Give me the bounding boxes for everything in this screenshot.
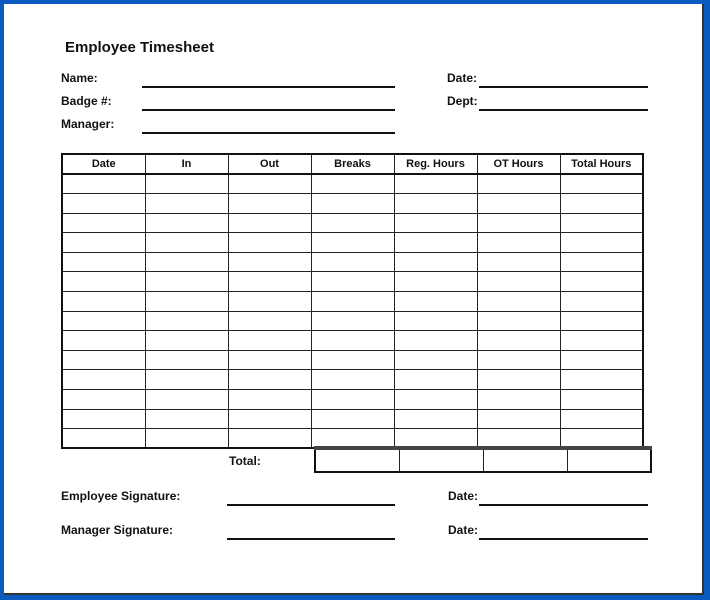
table-row [62,194,643,214]
table-cell[interactable] [311,213,394,233]
name-label: Name: [61,71,98,85]
timesheet-page [4,4,704,595]
table-cell[interactable] [394,272,477,292]
column-header: Out [228,154,311,174]
table-cell[interactable] [145,213,228,233]
table-cell[interactable] [311,292,394,312]
table-cell[interactable] [560,174,643,194]
manager-signature-label: Manager Signature: [61,523,174,537]
table-cell[interactable] [145,409,228,429]
table-cell[interactable] [394,350,477,370]
table-cell[interactable] [228,331,311,351]
total-grand[interactable] [567,448,651,472]
table-cell[interactable] [62,350,145,370]
table-cell[interactable] [394,331,477,351]
table-cell[interactable] [145,272,228,292]
table-cell[interactable] [394,409,477,429]
employee-date-label: Date: [448,489,479,503]
dept-field[interactable] [479,109,648,111]
table-cell[interactable] [311,174,394,194]
table-cell[interactable] [394,194,477,214]
table-cell[interactable] [477,350,560,370]
table-cell[interactable] [560,252,643,272]
page-title: Employee Timesheet [65,39,214,56]
table-cell[interactable] [145,331,228,351]
employee-date-field[interactable] [479,504,648,506]
table-cell[interactable] [560,350,643,370]
badge-label: Badge #: [61,94,112,108]
table-cell[interactable] [560,233,643,253]
total-hours[interactable] [483,448,567,472]
table-cell[interactable] [62,311,145,331]
table-cell[interactable] [145,429,228,449]
table-row [62,174,643,194]
dept-label: Dept: [447,94,478,108]
table-cell[interactable] [311,350,394,370]
table-cell[interactable] [62,370,145,390]
table-row [62,292,643,312]
employee-signature-field[interactable] [227,504,395,506]
table-cell[interactable] [228,194,311,214]
table-cell[interactable] [228,370,311,390]
table-row [62,409,643,429]
table-cell[interactable] [477,331,560,351]
table-cell[interactable] [145,252,228,272]
table-cell[interactable] [394,390,477,410]
table-cell[interactable] [145,370,228,390]
table-cell[interactable] [62,233,145,253]
table-cell[interactable] [394,370,477,390]
table-row [62,252,643,272]
table-cell[interactable] [228,350,311,370]
table-cell[interactable] [311,272,394,292]
table-cell[interactable] [62,213,145,233]
table-row [62,233,643,253]
table-cell[interactable] [228,429,311,449]
manager-label: Manager: [61,117,115,131]
manager-date-label: Date: [448,523,479,537]
table-cell[interactable] [477,390,560,410]
table-cell[interactable] [311,252,394,272]
table-row [62,350,643,370]
table-cell[interactable] [62,409,145,429]
column-header: OT Hours [477,154,560,174]
table-cell[interactable] [311,390,394,410]
table-cell[interactable] [311,233,394,253]
table-cell[interactable] [394,292,477,312]
table-cell[interactable] [560,409,643,429]
table-cell[interactable] [394,252,477,272]
table-cell[interactable] [62,331,145,351]
table-cell[interactable] [477,311,560,331]
table-cell[interactable] [477,213,560,233]
table-cell[interactable] [394,233,477,253]
table-cell[interactable] [394,311,477,331]
table-row [62,272,643,292]
table-cell[interactable] [228,311,311,331]
table-cell[interactable] [228,233,311,253]
table-cell[interactable] [228,390,311,410]
column-header: Total Hours [560,154,643,174]
table-cell[interactable] [311,331,394,351]
table-cell[interactable] [477,409,560,429]
table-cell[interactable] [560,390,643,410]
timesheet-table [61,153,644,449]
table-cell[interactable] [145,194,228,214]
total-label: Total: [229,454,261,468]
table-cell[interactable] [311,194,394,214]
badge-field[interactable] [142,109,395,111]
table-cell[interactable] [560,272,643,292]
date-label: Date: [447,71,478,85]
table-cell[interactable] [62,252,145,272]
table-cell[interactable] [145,390,228,410]
table-cell[interactable] [228,174,311,194]
table-cell[interactable] [62,272,145,292]
manager-field[interactable] [142,132,395,134]
table-cell[interactable] [560,213,643,233]
table-cell[interactable] [477,252,560,272]
total-ot-hours[interactable] [399,448,483,472]
table-cell[interactable] [311,311,394,331]
table-cell[interactable] [228,272,311,292]
table-cell[interactable] [228,409,311,429]
totals-row [314,446,652,473]
column-header: In [145,154,228,174]
table-cell[interactable] [560,311,643,331]
date-field[interactable] [479,86,648,88]
column-header: Breaks [311,154,394,174]
manager-date-field[interactable] [479,538,648,540]
table-cell[interactable] [477,174,560,194]
total-reg-hours[interactable] [315,448,399,472]
table-cell[interactable] [145,233,228,253]
table-cell[interactable] [62,429,145,449]
table-cell[interactable] [145,292,228,312]
table-cell[interactable] [62,292,145,312]
table-cell[interactable] [145,174,228,194]
manager-signature-field[interactable] [227,538,395,540]
table-cell[interactable] [62,390,145,410]
table-cell[interactable] [477,233,560,253]
table-row [62,331,643,351]
column-header: Reg. Hours [394,154,477,174]
table-cell[interactable] [228,213,311,233]
table-cell[interactable] [394,174,477,194]
table-cell[interactable] [311,409,394,429]
table-row [62,213,643,233]
table-cell[interactable] [311,370,394,390]
column-header: Date [62,154,145,174]
table-cell[interactable] [145,350,228,370]
table-row [62,311,643,331]
table-cell[interactable] [560,370,643,390]
table-cell[interactable] [560,331,643,351]
table-row [62,370,643,390]
table-row [62,390,643,410]
table-cell[interactable] [477,194,560,214]
table-cell[interactable] [394,213,477,233]
table-cell[interactable] [228,292,311,312]
table-cell[interactable] [62,174,145,194]
table-cell[interactable] [560,292,643,312]
table-cell[interactable] [228,252,311,272]
employee-signature-label: Employee Signature: [61,489,181,503]
table-cell[interactable] [145,311,228,331]
table-cell[interactable] [560,194,643,214]
table-cell[interactable] [477,292,560,312]
table-cell[interactable] [62,194,145,214]
name-field[interactable] [142,86,395,88]
table-cell[interactable] [477,272,560,292]
table-cell[interactable] [477,370,560,390]
